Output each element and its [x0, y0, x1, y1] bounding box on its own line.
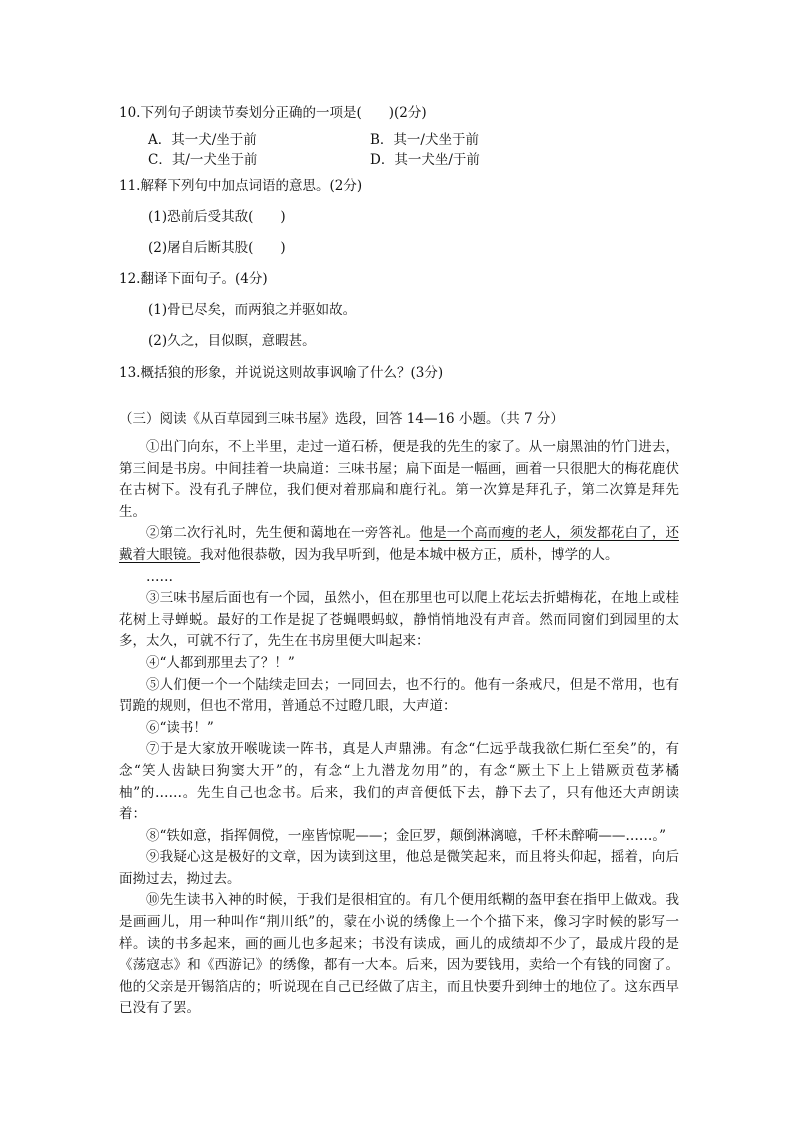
passage-paragraph-2 [119, 523, 679, 566]
ellipsis: …… [146, 568, 173, 585]
question-13-stem: 13.概括狼的形象，并说说这则故事讽喻了什么？(3分) [119, 365, 444, 381]
question-10-stem: 10.下列句子朗读节奏划分正确的一项是( )(2分) [119, 105, 427, 121]
paragraph-2-part-a: ②第二次行礼时，先生便和蔼地在一旁答礼。 [146, 525, 420, 542]
passage-paragraph-7: ⑦于是大家放开喉咙读一阵书，真是人声鼎沸。有念“仁远乎哉我欲仁斯仁至矣”的，有念“笑人齿缺曰狗窦大开”的，有念“上九潜龙勿用”的，有念“厥土下上上错厥贡苞茅橘柚”的……。先生自己也念书。后来，我们的声音便低下去，静下去了，只有他还大声朗读着： [119, 741, 679, 823]
question-10-option-a: A．其一犬/坐于前 [148, 132, 257, 148]
question-10-option-c: C．其/一犬坐于前 [148, 152, 258, 168]
question-10-option-b: B．其一/犬坐于前 [370, 132, 479, 148]
passage-paragraph-9: ⑨我疑心这是极好的文章，因为读到这里，他总是微笑起来，而且将头仰起，摇着，向后面拗过去，拗过去。 [119, 849, 679, 887]
question-11-stem: 11.解释下列句中加点词语的意思。(2分) [119, 178, 363, 194]
section-3-title: （三）阅读《从百草园到三味书屋》选段，回答 14—16 小题。（共 7 分） [119, 411, 564, 427]
passage-paragraph-1: ①出门向东，不上半里，走过一道石桥，便是我的先生的家了。从一扇黑油的竹门进去，第三间是书房。中间挂着一块扁道：三味书屋；扁下面是一幅画，画着一只很肥大的梅花鹿伏在古树下。没有孔子牌位，我们便对着那扁和鹿行礼。第一次算是拜孔子，第二次算是拜先生。 [119, 439, 679, 520]
paragraph-2-part-b: 我对他很恭敬，因为我早听到，他是本城中极方正，质朴，博学的人。 [200, 546, 619, 563]
passage-paragraph-10: ⑩先生读书入神的时候，于我们是很相宜的。有几个便用纸糊的盔甲套在指甲上做戏。我是画画儿，用一种叫作“荆川纸”的，蒙在小说的绣像上一个个描下来，像习字时候的影写一样。读的书多起来，画的画儿也多起来；书没有读成，画儿的成绩却不少了，最成片段的是《荡寇志》和《西游记》的绣像，都有一大本。后来，因为要钱用，卖给一个有钱的同窗了。他的父亲是开锡箔店的；听说现在自己已经做了店主，而且快要升到绅士的地位了。这东西早已没有了罢。 [119, 892, 679, 1017]
passage-paragraph-4: ④“人都到那里去了？！” [146, 654, 295, 671]
passage-paragraph-5: ⑤人们便一个一个陆续走回去；一同回去，也不行的。他有一条戒尺，但是不常用，也有罚跪的规则，但也不常用，普通总不过瞪几眼，大声道： [119, 676, 679, 715]
question-12-item-1: (1)骨已尽矣，而两狼之并驱如故。 [148, 302, 357, 318]
passage-paragraph-3: ③三味书屋后面也有一个园，虽然小，但在那里也可以爬上花坛去折蜡梅花，在地上或桂花树上寻蝉蜕。最好的工作是捉了苍蝇喂蚂蚁，静悄悄地没有声音。然而同窗们到园里的太多，太久，可就不行了，先生在书房里便大叫起来： [119, 590, 679, 650]
question-10-option-d: D．其一犬坐/于前 [370, 152, 480, 168]
passage-paragraph-8: ⑧“铁如意，指挥倜傥，一座皆惊呢——；金叵罗，颠倒淋漓噫，千杯未醉嗬——……。” [146, 827, 667, 844]
question-12-item-2: (2)久之，目似瞑，意暇甚。 [148, 333, 316, 349]
question-12-stem: 12.翻译下面句子。(4分) [119, 271, 268, 287]
question-11-item-2: (2)屠自后断其股( ) [148, 240, 286, 256]
question-11-item-1: (1)恐前后受其敌( ) [148, 209, 286, 225]
passage-paragraph-6: ⑥“读书！” [146, 719, 214, 736]
reading-passage [119, 437, 679, 1020]
underlined-sentence: 他是一个高而瘦的老人，须发都花白了，还戴着大眼镜。 [119, 525, 680, 563]
